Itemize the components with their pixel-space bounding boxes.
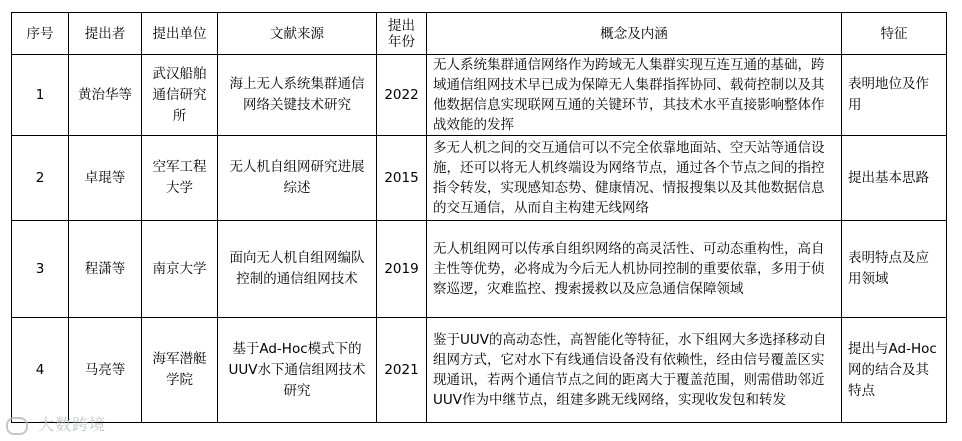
cell-no: 3 bbox=[12, 221, 69, 318]
cell-author: 程潇等 bbox=[69, 221, 142, 318]
cell-year: 2015 bbox=[377, 136, 427, 221]
header-row bbox=[12, 13, 947, 55]
cell-org: 海军潜艇学院 bbox=[142, 318, 218, 423]
watermark-text: 大数跨境 bbox=[38, 415, 107, 434]
cell-year: 2022 bbox=[377, 55, 427, 136]
watermark bbox=[6, 412, 106, 435]
cell-org: 空军工程大学 bbox=[142, 136, 218, 221]
literature-table bbox=[11, 12, 947, 423]
table-row bbox=[12, 221, 947, 318]
cell-org: 南京大学 bbox=[142, 221, 218, 318]
table-row bbox=[12, 136, 947, 221]
logo-icon bbox=[6, 417, 28, 435]
cell-year: 2021 bbox=[377, 318, 427, 423]
header-author: 提出者 bbox=[69, 13, 142, 55]
cell-source: 面向无人机自组网编队控制的通信组网技术 bbox=[218, 221, 377, 318]
cell-author: 黄治华等 bbox=[69, 55, 142, 136]
header-no: 序号 bbox=[12, 13, 69, 55]
cell-feature: 表明地位及作用 bbox=[842, 55, 947, 136]
cell-concept: 鉴于UUV的高动态性，高智能化等特征，水下组网大多选择移动自组网方式，它对水下有线通信设备没有依赖性，经由信号覆盖区实现通讯，若两个通信节点之间的距离大于覆盖范围，则需借助邻近UUV作为中继节点，组建多跳无线网络，实现收发包和转发 bbox=[427, 318, 842, 423]
cell-concept: 多无人机之间的交互通信可以不完全依靠地面站、空天站等通信设施，还可以将无人机终端设为网络节点，通过各个节点之间的指控指令转发，实现感知态势、健康情况、情报搜集以及其他数据信息的交互通信，从而自主构建无线网络 bbox=[427, 136, 842, 221]
cell-source: 海上无人系统集群通信网络关键技术研究 bbox=[218, 55, 377, 136]
header-org: 提出单位 bbox=[142, 13, 218, 55]
cell-source: 无人机自组网研究进展综述 bbox=[218, 136, 377, 221]
cell-feature: 提出与Ad-Hoc网的结合及其特点 bbox=[842, 318, 947, 423]
cell-feature: 表明特点及应用领域 bbox=[842, 221, 947, 318]
cell-no: 2 bbox=[12, 136, 69, 221]
cell-feature: 提出基本思路 bbox=[842, 136, 947, 221]
header-source: 文献来源 bbox=[218, 13, 377, 55]
cell-source: 基于Ad-Hoc模式下的UUV水下通信组网技术研究 bbox=[218, 318, 377, 423]
header-feature: 特征 bbox=[842, 13, 947, 55]
cell-author: 马亮等 bbox=[69, 318, 142, 423]
table-row bbox=[12, 318, 947, 423]
cell-author: 卓琨等 bbox=[69, 136, 142, 221]
cell-no: 1 bbox=[12, 55, 69, 136]
cell-org: 武汉船舶通信研究所 bbox=[142, 55, 218, 136]
table-row bbox=[12, 55, 947, 136]
header-concept: 概念及内涵 bbox=[427, 13, 842, 55]
cell-concept: 无人机组网可以传承自组织网络的高灵活性、可动态重构性，高自主性等优势，必将成为今后无人机协同控制的重要依靠，多用于侦察巡逻，灾难监控、搜索援救以及应急通信保障领域 bbox=[427, 221, 842, 318]
cell-year: 2019 bbox=[377, 221, 427, 318]
cell-concept: 无人系统集群通信网络作为跨域无人集群实现互连互通的基础，跨域通信组网技术早已成为保障无人集群指挥协同、载荷控制以及其他数据信息实现联网互通的关键环节，其技术水平直接影响整体作战效能的发挥 bbox=[427, 55, 842, 136]
cell-no: 4 bbox=[12, 318, 69, 423]
header-year: 提出年份 bbox=[377, 13, 427, 55]
